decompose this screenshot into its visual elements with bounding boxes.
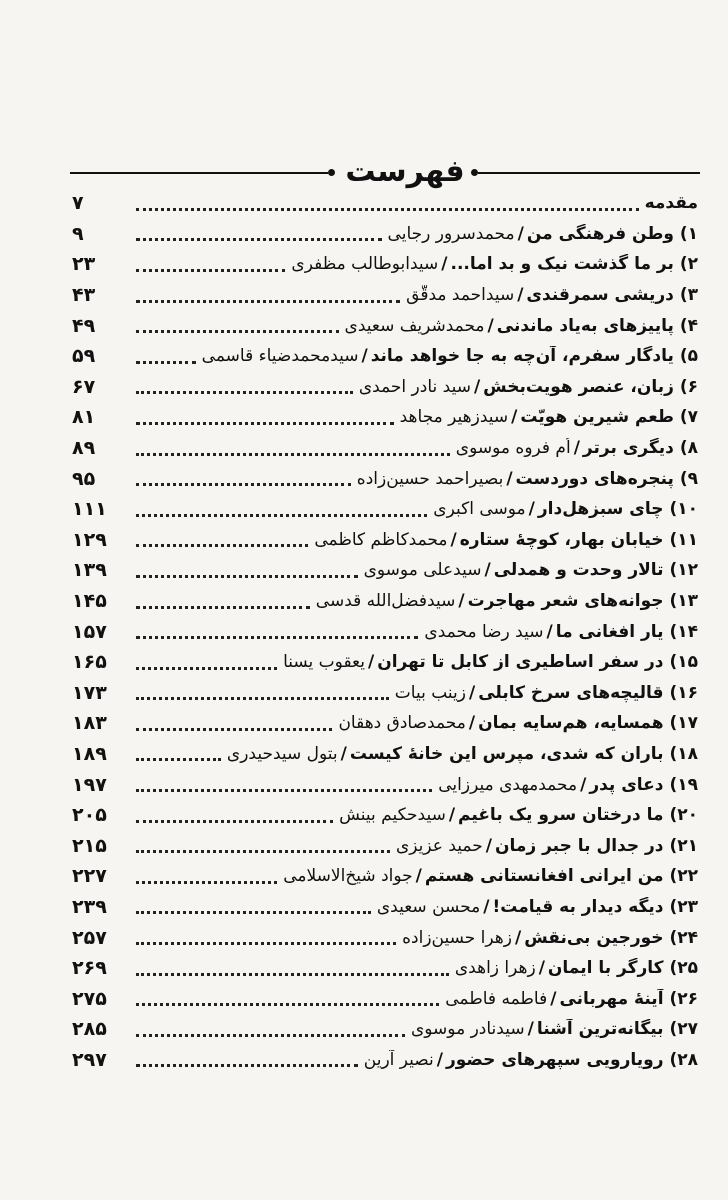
toc-separator: / bbox=[514, 927, 522, 948]
toc-entry bbox=[72, 555, 698, 586]
toc-entry-text bbox=[227, 744, 698, 764]
toc-entry-text bbox=[445, 989, 698, 1009]
toc-entry-title: ما درختان سرو یک باغیم bbox=[458, 805, 664, 826]
toc-entry bbox=[72, 219, 698, 250]
toc-leader-dots bbox=[136, 1001, 439, 1006]
toc-entry-text bbox=[456, 438, 698, 458]
toc-entry-author: حمید عزیزی bbox=[395, 835, 483, 856]
toc-entry bbox=[72, 525, 698, 556]
toc-entry bbox=[72, 280, 698, 311]
toc-entry-title: دیگه دیدار به قیامت! bbox=[492, 896, 664, 917]
toc-leader-dots bbox=[136, 542, 308, 547]
toc-entry-number: ۸) bbox=[679, 438, 698, 459]
toc-entry-author: موسی اکبری bbox=[433, 499, 526, 520]
toc-leader-dots bbox=[136, 879, 277, 884]
toc-leader-dots bbox=[136, 971, 449, 976]
toc-entry-text bbox=[406, 285, 698, 305]
toc-entry-number: ۲۲) bbox=[669, 866, 698, 887]
toc-separator: / bbox=[448, 805, 456, 826]
toc-separator: / bbox=[517, 223, 524, 244]
toc-entry-author: فاطمه فاطمی bbox=[445, 988, 548, 1009]
toc-entry-text bbox=[314, 530, 698, 550]
toc-entry-text bbox=[400, 407, 698, 427]
toc-separator: / bbox=[468, 713, 476, 734]
toc-entry-author: محمدمهدی میرزایی bbox=[438, 774, 578, 795]
toc-page-number: ۹ bbox=[72, 222, 84, 245]
toc-entry-number: ۲۷) bbox=[669, 1019, 698, 1040]
toc-page-number: ۲۸۵ bbox=[72, 1018, 107, 1041]
toc-page-number: ۹۵ bbox=[72, 467, 96, 490]
toc-leader-dots bbox=[136, 206, 639, 211]
toc-entry-number: ۱۶) bbox=[669, 682, 698, 703]
toc-separator: / bbox=[538, 958, 545, 979]
toc-entry-number: ۱۵) bbox=[669, 652, 698, 673]
toc-separator: / bbox=[517, 285, 524, 306]
toc-entry-author: محمدکاظم کاظمی bbox=[314, 529, 448, 550]
toc-separator: / bbox=[550, 988, 557, 1009]
toc-entry-number: ۷) bbox=[679, 407, 698, 428]
toc-entry-author: محمدصادق دهقان bbox=[338, 713, 466, 734]
toc-separator: / bbox=[506, 468, 513, 489]
toc-leader-dots bbox=[136, 573, 358, 578]
toc-leader-dots bbox=[136, 756, 221, 761]
toc-entry-number: ۱۷) bbox=[669, 713, 698, 734]
toc-entry-title: باران که شدی، مپرس این خانهٔ کیست bbox=[349, 743, 664, 764]
toc-entry-title: طعم شیرین هویّت bbox=[520, 407, 674, 428]
toc-entry-text bbox=[396, 836, 698, 856]
toc-entry-text bbox=[424, 622, 698, 642]
toc-entry bbox=[72, 402, 698, 433]
toc-entry bbox=[72, 739, 698, 770]
toc-entry-text bbox=[339, 805, 698, 825]
toc-entry-text bbox=[283, 652, 698, 672]
toc-entry bbox=[72, 341, 698, 372]
toc-entry-author: سید رضا محمدی bbox=[424, 621, 544, 642]
toc-entry bbox=[72, 616, 698, 647]
toc-page-number: ۲۰۵ bbox=[72, 804, 107, 827]
toc-entry-title: رویارویی سپهرهای حضور bbox=[445, 1049, 664, 1070]
toc-entry-author: محمدشریف سعیدی bbox=[344, 315, 485, 336]
toc-entry-author: نصیر آرین bbox=[363, 1049, 434, 1070]
toc-separator: / bbox=[368, 652, 375, 673]
toc-entry-title: پاییزهای به‌یاد ماندنی bbox=[496, 315, 674, 336]
toc-page-number: ۲۳۹ bbox=[72, 895, 107, 918]
toc-entry-text bbox=[433, 499, 698, 519]
toc-entry-text bbox=[411, 1019, 698, 1039]
toc-entry-text bbox=[283, 866, 698, 886]
page-title: فهرست bbox=[345, 154, 465, 189]
toc-entry-text bbox=[438, 775, 698, 795]
toc-entry-text bbox=[359, 377, 698, 397]
toc-separator: / bbox=[580, 774, 587, 795]
toc-leader-dots bbox=[136, 451, 450, 456]
toc-entry-text bbox=[402, 928, 698, 948]
toc-leader-dots bbox=[136, 359, 196, 364]
toc-leader-dots bbox=[136, 420, 394, 425]
toc-entry bbox=[72, 188, 698, 219]
toc-entry-number: ۴) bbox=[679, 315, 698, 336]
toc-entry-title: آینهٔ مهربانی bbox=[559, 988, 664, 1009]
toc-entry-text bbox=[455, 958, 698, 978]
toc-entry-number: ۱۰) bbox=[669, 499, 698, 520]
toc-entry-number: ۱۳) bbox=[669, 591, 698, 612]
toc-page-number: ۱۵۷ bbox=[72, 620, 107, 643]
toc-entry-author: محمدسرور رجایی bbox=[387, 223, 515, 244]
toc-page-number: ۲۷۵ bbox=[72, 987, 107, 1010]
toc-separator: / bbox=[458, 591, 465, 612]
toc-leader-dots bbox=[136, 726, 332, 731]
toc-entry-author: سید نادر احمدی bbox=[358, 376, 471, 397]
toc-entry-text bbox=[364, 560, 698, 580]
toc-entry-number: ۱۴) bbox=[669, 621, 698, 642]
toc-entry-author: سیدمحمدضیاء قاسمی bbox=[201, 346, 359, 367]
toc-entry bbox=[72, 372, 698, 403]
toc-entry-number: ۹) bbox=[679, 468, 698, 489]
toc-entry-number: ۲) bbox=[679, 254, 698, 275]
toc-entry-title: قالیچه‌های سرخ کابلی bbox=[478, 682, 664, 703]
toc-page-number: ۲۱۵ bbox=[72, 834, 107, 857]
toc-page-number: ۴۹ bbox=[72, 314, 96, 337]
toc-leader-dots bbox=[136, 604, 310, 609]
toc-page-number: ۱۸۹ bbox=[72, 742, 107, 765]
toc-leader-dots bbox=[136, 940, 396, 945]
toc-entry bbox=[72, 922, 698, 953]
title-rule-right bbox=[478, 172, 700, 174]
toc-entry bbox=[72, 249, 698, 280]
toc-entry-text bbox=[316, 591, 698, 611]
toc-entry bbox=[72, 586, 698, 617]
toc-entry-number: ۱۱) bbox=[669, 529, 698, 550]
toc-separator: / bbox=[484, 560, 491, 581]
table-of-contents bbox=[72, 188, 698, 1075]
toc-leader-dots bbox=[136, 267, 285, 272]
toc-entry bbox=[72, 1045, 698, 1076]
toc-separator: / bbox=[483, 896, 490, 917]
toc-separator: / bbox=[485, 835, 492, 856]
toc-entry-title: دعای پدر bbox=[589, 774, 664, 795]
toc-entry-number: ۵) bbox=[679, 346, 698, 367]
toc-entry-author: اُم فروه موسوی bbox=[455, 438, 571, 459]
toc-entry-title: یار افغانی ما bbox=[555, 621, 664, 642]
toc-entry-author: سیدنادر موسوی bbox=[410, 1019, 525, 1040]
toc-entry bbox=[72, 953, 698, 984]
toc-page-number: ۱۸۳ bbox=[72, 712, 107, 735]
toc-entry-author: بصیراحمد حسین‌زاده bbox=[356, 468, 504, 489]
toc-separator: / bbox=[441, 254, 448, 275]
toc-separator: / bbox=[528, 499, 535, 520]
toc-entry-text bbox=[377, 897, 698, 917]
toc-leader-dots bbox=[136, 848, 390, 853]
toc-separator: / bbox=[527, 1019, 534, 1040]
toc-entry-text bbox=[645, 193, 698, 213]
toc-separator: / bbox=[473, 376, 481, 397]
toc-entry-author: سیدزهیر مجاهد bbox=[399, 407, 509, 428]
toc-entry-text bbox=[291, 254, 698, 274]
toc-entry-title: دیگری برتر bbox=[582, 438, 674, 459]
toc-entry-title: در سفر اساطیری از کابل تا تهران bbox=[377, 652, 664, 673]
toc-entry-author: سیدحکیم بینش bbox=[339, 805, 446, 826]
toc-entry-author: محسن سعیدی bbox=[376, 896, 481, 917]
toc-entry-text bbox=[395, 683, 698, 703]
toc-entry-author: زینب بیات bbox=[394, 682, 466, 703]
toc-entry-text bbox=[364, 1050, 698, 1070]
toc-entry-number: ۲۱) bbox=[669, 835, 698, 856]
toc-entry bbox=[72, 647, 698, 678]
toc-entry-number: ۱۲) bbox=[669, 560, 698, 581]
toc-entry-title: زبان، عنصر هویت‌بخش bbox=[483, 376, 674, 397]
toc-entry-number: ۲۳) bbox=[669, 896, 698, 917]
toc-page-number: ۱۳۹ bbox=[72, 559, 107, 582]
toc-entry bbox=[72, 678, 698, 709]
toc-entry-author: بتول سیدحیدری bbox=[226, 743, 338, 764]
toc-entry-author: زهرا زاهدی bbox=[454, 958, 536, 979]
toc-leader-dots bbox=[136, 328, 339, 333]
toc-entry-title: تالار وحدت و همدلی bbox=[493, 560, 664, 581]
toc-entry bbox=[72, 769, 698, 800]
toc-leader-dots bbox=[136, 695, 389, 700]
toc-entry bbox=[72, 800, 698, 831]
toc-separator: / bbox=[415, 866, 422, 887]
toc-entry-author: سیدابوطالب مظفری bbox=[291, 254, 439, 275]
toc-entry-author: جواد شیخ‌الاسلامی bbox=[283, 866, 413, 887]
toc-leader-dots bbox=[136, 787, 432, 792]
toc-entry bbox=[72, 983, 698, 1014]
toc-page-number: ۸۱ bbox=[72, 406, 96, 429]
toc-page-number: ۲۹۷ bbox=[72, 1048, 107, 1071]
toc-entry-author: سیداحمد مدقّق bbox=[406, 285, 515, 306]
toc-entry-number: ۳) bbox=[679, 285, 698, 306]
toc-entry-title: جوانه‌های شعر مهاجرت bbox=[467, 591, 664, 612]
toc-entry-title: بیگانه‌ترین آشنا bbox=[536, 1019, 664, 1040]
toc-leader-dots bbox=[136, 389, 353, 394]
toc-leader-dots bbox=[136, 298, 400, 303]
toc-page-number: ۷ bbox=[72, 192, 84, 215]
toc-entry-title: وطن فرهنگی من bbox=[526, 223, 674, 244]
toc-separator: / bbox=[573, 438, 580, 459]
title-rule-left bbox=[70, 172, 328, 174]
toc-entry-author: سیدفضل‌الله قدسی bbox=[315, 591, 456, 612]
toc-entry-text bbox=[357, 469, 698, 489]
toc-leader-dots bbox=[136, 665, 277, 670]
toc-separator: / bbox=[511, 407, 518, 428]
toc-entry-title: بر ما گذشت نیک و بد اما... bbox=[450, 254, 674, 275]
toc-entry bbox=[72, 892, 698, 923]
toc-page-number: ۴۳ bbox=[72, 284, 96, 307]
toc-separator: / bbox=[487, 315, 494, 336]
toc-separator: / bbox=[450, 529, 457, 550]
toc-entry-number: ۶) bbox=[679, 376, 698, 397]
toc-separator: / bbox=[436, 1049, 443, 1070]
title-rule-right-dot bbox=[471, 169, 478, 176]
toc-entry-title: من ایرانی افغانستانی هستم bbox=[424, 866, 664, 887]
toc-page-number: ۱۴۵ bbox=[72, 590, 107, 613]
toc-leader-dots bbox=[136, 909, 371, 914]
toc-entry bbox=[72, 861, 698, 892]
toc-page-number: ۲۳ bbox=[72, 253, 96, 276]
toc-entry-number: ۱) bbox=[679, 223, 698, 244]
toc-entry-title: کارگر با ایمان bbox=[547, 958, 664, 979]
toc-separator: / bbox=[546, 621, 553, 642]
toc-entry-number: ۲۰) bbox=[669, 805, 698, 826]
toc-entry-text bbox=[388, 224, 698, 244]
toc-page-number: ۱۶۵ bbox=[72, 651, 107, 674]
toc-entry-title: همسایه، هم‌سایه بمان bbox=[478, 713, 664, 734]
toc-entry-text bbox=[338, 713, 698, 733]
toc-leader-dots bbox=[136, 481, 351, 486]
toc-separator: / bbox=[340, 743, 347, 764]
toc-page-number: ۱۷۳ bbox=[72, 681, 107, 704]
title-rule-left-dot bbox=[328, 169, 335, 176]
toc-entry-title: خیابان بهار، کوچهٔ ستاره bbox=[459, 529, 664, 550]
toc-entry-text bbox=[345, 316, 698, 336]
toc-page-number: ۱۱۱ bbox=[72, 498, 107, 521]
toc-entry-number: ۱۹) bbox=[669, 774, 698, 795]
toc-entry-title: یادگار سفرم، آن‌چه به جا خواهد ماند bbox=[370, 346, 674, 367]
toc-page-number: ۱۹۷ bbox=[72, 773, 107, 796]
toc-separator: / bbox=[468, 682, 476, 703]
toc-page-number: ۲۵۷ bbox=[72, 926, 107, 949]
toc-entry-title: خورجین بی‌نقش bbox=[524, 927, 664, 948]
toc-entry-title: مقدمه bbox=[644, 193, 698, 214]
toc-entry-number: ۲۸) bbox=[669, 1049, 698, 1070]
toc-page-number: ۱۲۹ bbox=[72, 528, 107, 551]
toc-entry-text bbox=[202, 346, 698, 366]
toc-page-number: ۵۹ bbox=[72, 345, 96, 368]
toc-entry-author: یعقوب یسنا bbox=[283, 652, 365, 673]
toc-page-number: ۲۲۷ bbox=[72, 865, 107, 888]
toc-leader-dots bbox=[136, 1032, 405, 1037]
toc-leader-dots bbox=[136, 1062, 358, 1067]
toc-entry bbox=[72, 1014, 698, 1045]
toc-entry-author: سیدعلی موسوی bbox=[363, 560, 482, 581]
toc-entry-number: ۲۵) bbox=[669, 958, 698, 979]
toc-entry-title: در جدال با جبر زمان bbox=[494, 835, 664, 856]
toc-entry bbox=[72, 494, 698, 525]
toc-page-number: ۸۹ bbox=[72, 437, 96, 460]
toc-leader-dots bbox=[136, 634, 418, 639]
toc-page-number: ۲۶۹ bbox=[72, 957, 107, 980]
toc-entry bbox=[72, 463, 698, 494]
toc-entry bbox=[72, 310, 698, 341]
toc-entry bbox=[72, 830, 698, 861]
toc-leader-dots bbox=[136, 512, 427, 517]
toc-entry-number: ۱۸) bbox=[669, 743, 698, 764]
toc-separator: / bbox=[361, 346, 368, 367]
toc-entry-author: زهرا حسین‌زاده bbox=[402, 927, 512, 948]
toc-entry-title: چای سبزهل‌دار bbox=[537, 499, 664, 520]
toc-entry-title: پنجره‌های دوردست bbox=[515, 468, 674, 489]
toc-leader-dots bbox=[136, 818, 333, 823]
toc-entry bbox=[72, 708, 698, 739]
toc-entry-number: ۲۴) bbox=[669, 927, 698, 948]
toc-entry bbox=[72, 433, 698, 464]
toc-entry-title: دریشی سمرقندی bbox=[526, 285, 674, 306]
toc-leader-dots bbox=[136, 236, 382, 241]
toc-entry-number: ۲۶) bbox=[669, 988, 698, 1009]
toc-page-number: ۶۷ bbox=[72, 375, 96, 398]
